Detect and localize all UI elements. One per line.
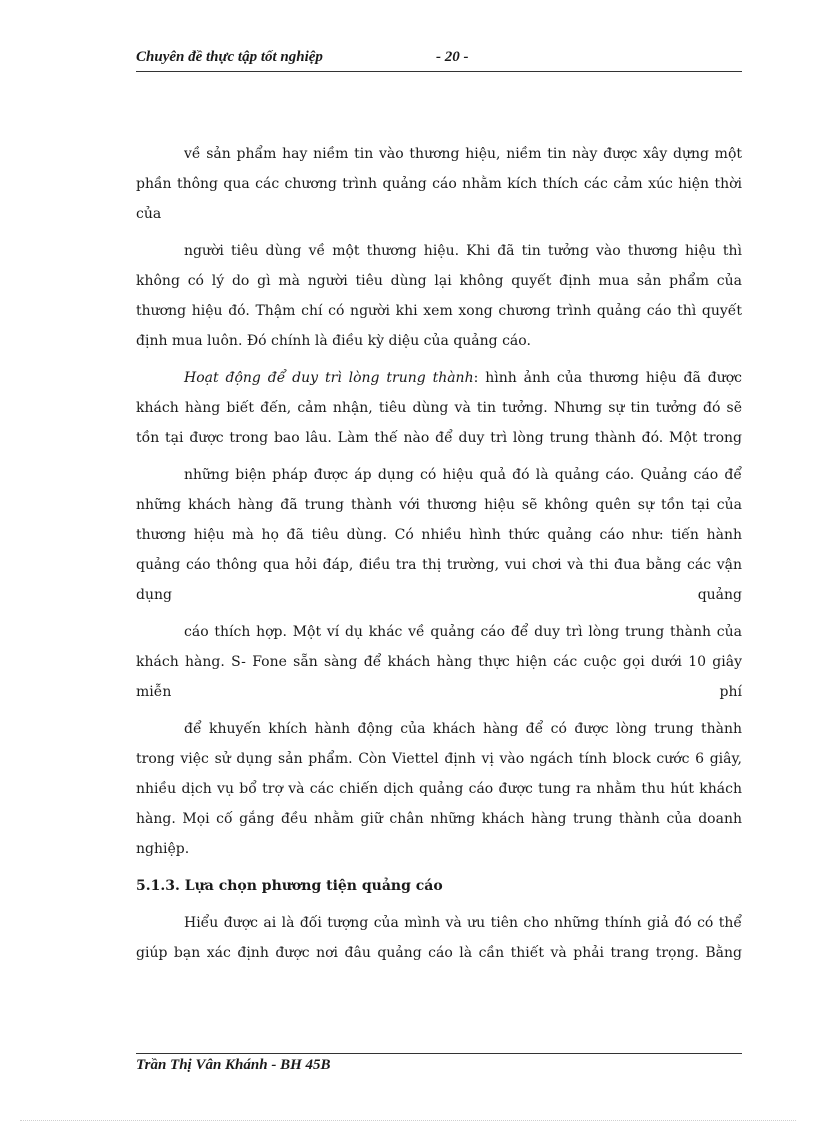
- footer-divider: [136, 1053, 742, 1054]
- text-line: cáo thích hợp. Một ví dụ khác về quảng cáo để duy trì lòng trung thành của: [184, 624, 742, 640]
- page-edge: [20, 1120, 796, 1121]
- text-line: thương hiệu đó. Thậm chí có người khi xem xong chương trình quảng cáo thì quyết: [136, 303, 742, 319]
- text-line: tồn tại được trong bao lâu. Làm thế nào để duy trì lòng trung thành đó. Một trong: [136, 430, 742, 446]
- text-line: không có lý do gì mà người tiêu dùng lại không quyết định mua sản phẩm của: [136, 273, 742, 289]
- text-line: của: [136, 206, 162, 222]
- text-line: những biện pháp được áp dụng có hiệu quả đó là quảng cáo. Quảng cáo để: [184, 467, 742, 483]
- text-line: người tiêu dùng về một thương hiệu. Khi đã tin tưởng vào thương hiệu thì: [184, 243, 742, 259]
- text-span: phí: [719, 684, 742, 700]
- text-line: phần thông qua các chương trình quảng cáo nhằm kích thích các cảm xúc hiện thời: [136, 176, 742, 192]
- text-line: Hiểu được ai là đối tượng của mình và ưu tiên cho những thính giả đó có thể: [184, 915, 742, 931]
- page-header: [136, 49, 742, 71]
- text-line: giúp bạn xác định được nơi đâu quảng cáo là cần thiết và phải trang trọng. Bằng: [136, 945, 742, 961]
- text-line: khách hàng. S- Fone sẵn sàng để khách hàng thực hiện các cuộc gọi dưới 10 giây: [136, 654, 742, 670]
- text-span: dụng: [136, 587, 172, 603]
- text-line: thương hiệu mà họ đã tiêu dùng. Có nhiều hình thức quảng cáo như: tiến hành: [136, 527, 742, 543]
- text-line: nhiều dịch vụ bổ trợ và các chiến dịch quảng cáo được tung ra nhằm thu hút khách: [136, 781, 742, 797]
- text-line: trong việc sử dụng sản phẩm. Còn Viettel định vị vào ngách tính block cước 6 giây,: [136, 751, 742, 767]
- text-span: miễn: [136, 684, 172, 700]
- header-divider: [136, 71, 742, 72]
- page-number: - 20 -: [436, 49, 469, 65]
- text-line: [136, 677, 742, 707]
- italic-lead: Hoạt động để duy trì lòng trung thành: [184, 370, 474, 386]
- section-heading: 5.1.3. Lựa chọn phương tiện quảng cáo: [136, 878, 443, 894]
- text-line: [136, 363, 742, 393]
- text-line: hàng. Mọi cố gắng đều nhằm giữ chân những khách hàng trung thành của doanh: [136, 811, 742, 827]
- document-body: [136, 139, 742, 968]
- text-line: quảng cáo thông qua hỏi đáp, điều tra thị trường, vui chơi và thi đua bằng các vận: [136, 557, 742, 573]
- text-line: về sản phẩm hay niềm tin vào thương hiệu, niềm tin này được xây dựng một: [184, 146, 742, 162]
- text-line: những khách hàng đã trung thành với thương hiệu sẽ không quên sự tồn tại của: [136, 497, 742, 513]
- text-line: nghiệp.: [136, 841, 190, 857]
- text-line: [136, 580, 742, 610]
- footer-author: Trần Thị Vân Khánh - BH 45B: [136, 1057, 331, 1073]
- text-span: quảng: [697, 587, 742, 603]
- text-span: : hình ảnh của thương hiệu đã được: [473, 370, 742, 386]
- text-line: để khuyến khích hành động của khách hàng để có được lòng trung thành: [184, 721, 742, 737]
- text-line: khách hàng biết đến, cảm nhận, tiêu dùng và tin tưởng. Nhưng sự tin tưởng đó sẽ: [136, 400, 742, 416]
- text-line: định mua luôn. Đó chính là điều kỳ diệu của quảng cáo.: [136, 333, 531, 349]
- document-title: Chuyên đề thực tập tốt nghiệp: [136, 49, 323, 65]
